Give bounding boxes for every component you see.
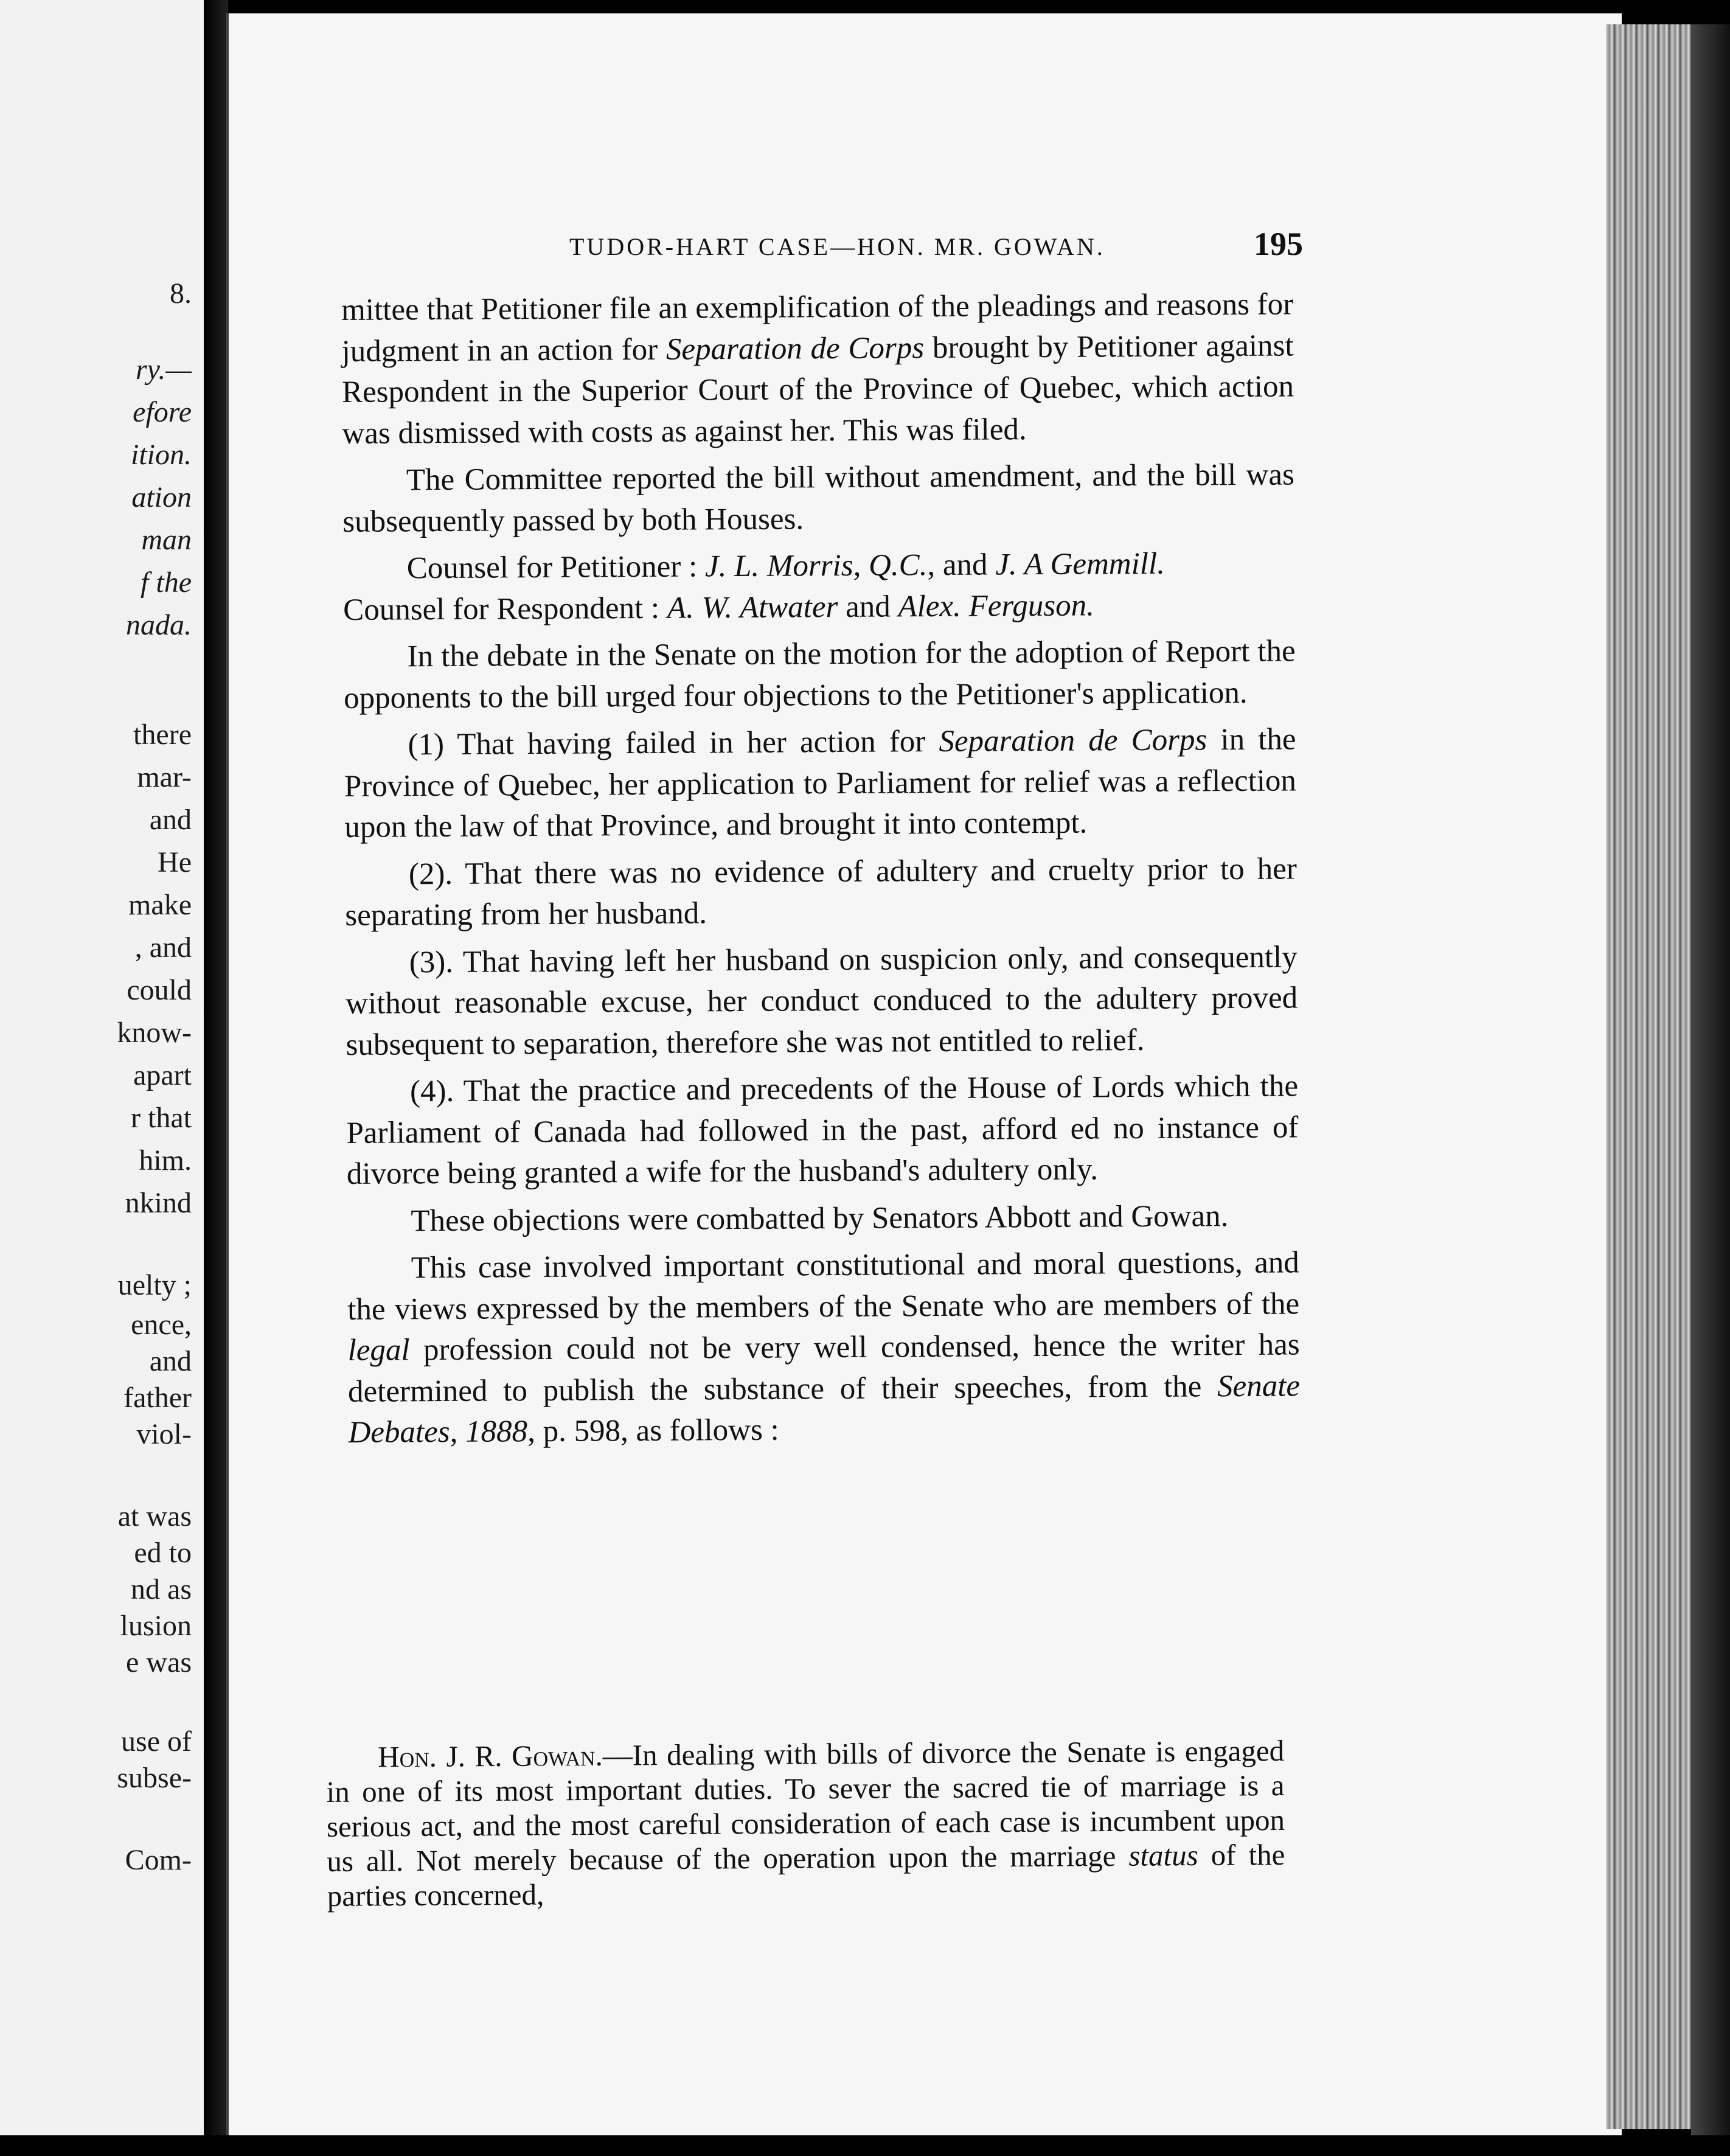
left-page-fragment: viol- — [136, 1418, 192, 1450]
edge-shadow — [1691, 24, 1730, 2135]
left-page-fragment: r that — [131, 1102, 192, 1134]
left-page-fragment: subse- — [117, 1762, 192, 1794]
left-page-fragment: Com- — [125, 1844, 192, 1876]
text-run: of the parties concerned, — [327, 1838, 1285, 1913]
left-page-fragment: father — [123, 1382, 192, 1414]
text-run: The Committee reported the bill without amendment, and the bill was subsequently passed by both Houses. — [342, 457, 1295, 539]
text-run: J. L. Morris, Q.C. — [704, 548, 928, 584]
text-run: brought by Petitioner against Respondent in the Superior Court of the Province of Quebec, which action was dismissed with costs as against her. This was filed. — [341, 328, 1294, 451]
left-page-fragment: He — [158, 846, 192, 878]
left-page-fragment: know- — [117, 1017, 192, 1049]
text-run: Hon. J. R. Gowan. — [378, 1738, 603, 1774]
left-page-fragment: efore — [133, 396, 192, 428]
running-head: TUDOR-HART CASE—HON. MR. GOWAN. — [569, 233, 1105, 260]
text-run: (2). That there was no evidence of adultery and cruelty prior to her separating from her husband. — [345, 851, 1298, 933]
left-page-fragment: lusion — [120, 1610, 192, 1642]
left-page-fragment: apart — [133, 1059, 192, 1091]
text-run: In the debate in the Senate on the motion for the adoption of Report the opponents to the bill urged four objections to the Petitioner's application. — [343, 634, 1296, 715]
text-run: , and — [927, 548, 996, 583]
counsel-petitioner — [343, 543, 1295, 589]
left-page-fragment: nkind — [125, 1187, 192, 1219]
left-page-fragment: mar- — [137, 761, 192, 793]
left-page-fragment: at was — [117, 1500, 192, 1532]
left-page-fragment: uelty ; — [117, 1269, 192, 1301]
body-text — [341, 284, 1301, 1453]
objection-1 — [344, 719, 1296, 848]
left-page-fragment: and — [149, 1345, 192, 1377]
text-run: status — [1128, 1838, 1198, 1873]
text-run: Alex. Ferguson. — [898, 588, 1095, 624]
text-run: These objections were combatted by Senators Abbott and Gowan. — [411, 1198, 1229, 1238]
objection-2 — [345, 849, 1298, 937]
left-page-fragment: make — [128, 889, 192, 921]
text-run: , p. 598, as follows : — [527, 1413, 779, 1449]
left-page-fragment: ation — [131, 481, 192, 513]
left-page-fragment: , and — [134, 931, 192, 964]
left-page-fragment: him. — [139, 1144, 192, 1177]
left-facing-page — [0, 0, 207, 2156]
text-run: in the Province of Quebec, her application to Parliament for relief was a reflection upon the law of that Province, and brought it into contempt. — [344, 722, 1297, 844]
paragraph-combatted — [347, 1195, 1299, 1242]
left-page-fragment: ence, — [131, 1309, 192, 1341]
left-page-fragment: nd as — [131, 1573, 192, 1605]
paragraph-debate — [343, 631, 1296, 719]
text-run: A. W. Atwater — [667, 589, 838, 625]
text-run: —In dealing with bills of divorce the Senate is engaged in one of its most important duties. To sever the sacred tie of marriage is a serious act, and the most careful consideration of each case is incumbent upon us all. Not merely because of the operation upon the marriage — [326, 1734, 1285, 1878]
text-run: profession could not be very well condensed, hence the writer has determined to publish the substance of their speeches, from the — [347, 1327, 1300, 1409]
objection-4 — [346, 1066, 1299, 1195]
bottom-edge — [0, 2135, 1730, 2156]
text-run: Counsel for Petitioner : — [406, 549, 706, 586]
left-page-fragment: man — [141, 524, 192, 556]
left-page-fragment: ition. — [130, 439, 192, 471]
text-run: J. A Gemmill. — [995, 546, 1165, 582]
left-page-fragment: and — [149, 804, 192, 836]
left-page-fragment: nada. — [126, 609, 192, 641]
book-gutter — [204, 0, 228, 2156]
text-run: (1) That having failed in her action for — [408, 725, 939, 762]
left-page-fragment: 8. — [170, 277, 192, 310]
text-run: and — [838, 589, 898, 624]
objection-3 — [346, 937, 1298, 1066]
speech-gowan — [326, 1733, 1285, 1913]
left-page-fragment: e was — [126, 1646, 192, 1678]
text-run: Separation de Corps — [939, 723, 1207, 759]
left-page-fragment: could — [127, 974, 192, 1006]
paragraph-2 — [342, 454, 1295, 543]
main-page — [226, 13, 1622, 2143]
counsel-respondent — [343, 584, 1295, 631]
text-run: This case involved important constitutional and moral questions, and the views expressed by the members of the Senate who are members of the — [347, 1245, 1300, 1327]
text-run: (4). That the practice and precedents of the House of Lords which the Parliament of Canada had followed in the past, afford ed no instance of divorce being granted a wife for the husband's adultery only. — [346, 1069, 1299, 1191]
text-run: legal — [347, 1333, 410, 1368]
text-run: Separation de Corps — [665, 330, 925, 367]
paragraph-1 — [341, 284, 1294, 454]
page-number: 195 — [1254, 226, 1303, 262]
text-run: (3). That having left her husband on suspicion only, and consequently without reasonable excuse, her conduct conduced to the adultery proved subsequent to separation, therefore she was not entitled to relief. — [345, 939, 1298, 1062]
left-page-fragment: there — [133, 718, 192, 751]
left-page-fragment: ry.— — [135, 353, 192, 386]
paragraph-case-involved — [347, 1242, 1301, 1453]
text-run: Counsel for Respondent : — [343, 591, 667, 627]
left-page-fragment: ed to — [134, 1537, 192, 1569]
left-page-fragment: f the — [141, 566, 192, 599]
left-page-fragment: use of — [121, 1725, 192, 1758]
text-run: Senate Debates, 1888 — [348, 1368, 1301, 1450]
text-run: mittee that Petitioner file an exemplification of the pleadings and reasons for judgment in an action for — [341, 287, 1294, 369]
